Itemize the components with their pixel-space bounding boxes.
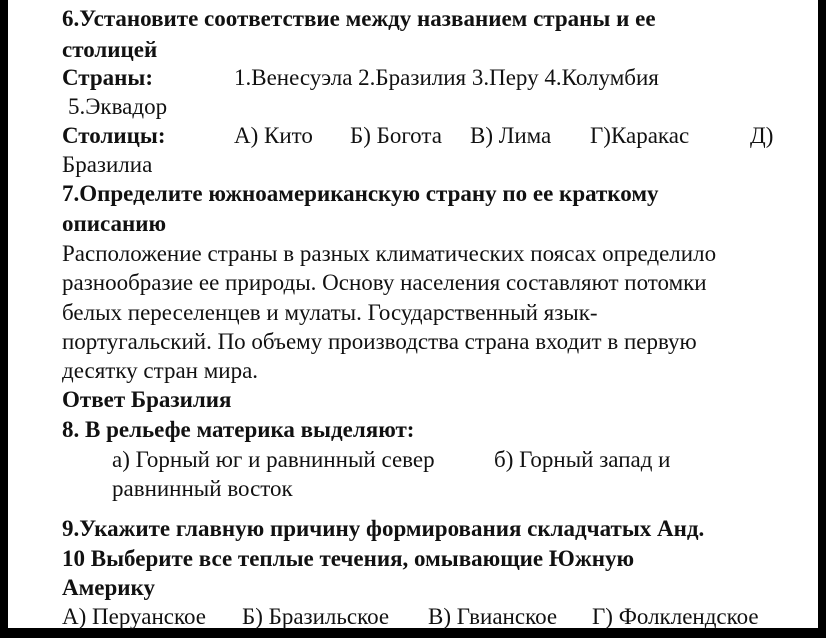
- q6-capitals-label: Столицы:: [62, 123, 166, 148]
- q7-text-line3: белых переселенцев и мулаты. Государственный язык-: [62, 300, 598, 325]
- q7-title-line2: описанию: [62, 211, 167, 236]
- q6-capital-a: А) Кито: [234, 123, 313, 148]
- q8-option-b-continued: равнинный восток: [112, 476, 293, 501]
- q9-title: 9.Укажите главную причину формирования складчатых Анд.: [62, 516, 705, 541]
- q6-capital-b: Б) Богота: [350, 123, 442, 148]
- q8-title: 8. В рельефе материка выделяют:: [62, 417, 415, 442]
- right-black-border: [818, 0, 826, 638]
- q6-capital-g: Г)Каракас: [590, 123, 690, 148]
- q6-countries-line2: 5.Эквадор: [68, 94, 168, 119]
- q10-option-a: А) Перуанское: [62, 604, 206, 629]
- q6-capital-v: В) Лима: [470, 123, 552, 148]
- q7-title-line1: 7.Определите южноамериканскую страну по ее краткому: [62, 181, 659, 206]
- q6-capital-d: Д): [750, 123, 774, 148]
- q6-title-line2: столицей: [62, 37, 158, 62]
- q8-option-a: а) Горный юг и равнинный север: [112, 447, 435, 472]
- q7-text-line2: разнообразие ее природы. Основу населения составляют потомки: [62, 270, 707, 295]
- q7-text-line1: Расположение страны в разных климатических поясах определило: [62, 241, 717, 266]
- q7-answer: Ответ Бразилия: [62, 387, 232, 412]
- q8-option-b: б) Горный запад и: [494, 447, 671, 472]
- q10-title-line1: 10 Выберите все теплые течения, омывающие Южную: [62, 546, 635, 571]
- q6-capitals-line2: Бразилиа: [62, 152, 153, 177]
- q7-text-line4: португальский. По объему производства страна входит в первую: [62, 329, 697, 354]
- q6-title-line1: 6.Установите соответствие между названием страны и ее: [62, 6, 656, 31]
- q10-option-g: Г) Фолклендское: [592, 604, 759, 629]
- q7-text-line5: десятку стран мира.: [62, 358, 259, 383]
- q6-countries-label: Страны:: [62, 65, 154, 90]
- q10-title-line2: Америку: [62, 575, 155, 600]
- q10-option-v: В) Гвианское: [428, 604, 558, 629]
- q10-option-b: Б) Бразильское: [242, 604, 390, 629]
- left-black-border: [0, 0, 8, 638]
- q6-countries-line1: 1.Венесуэла 2.Бразилия 3.Перу 4.Колумбия: [234, 65, 659, 90]
